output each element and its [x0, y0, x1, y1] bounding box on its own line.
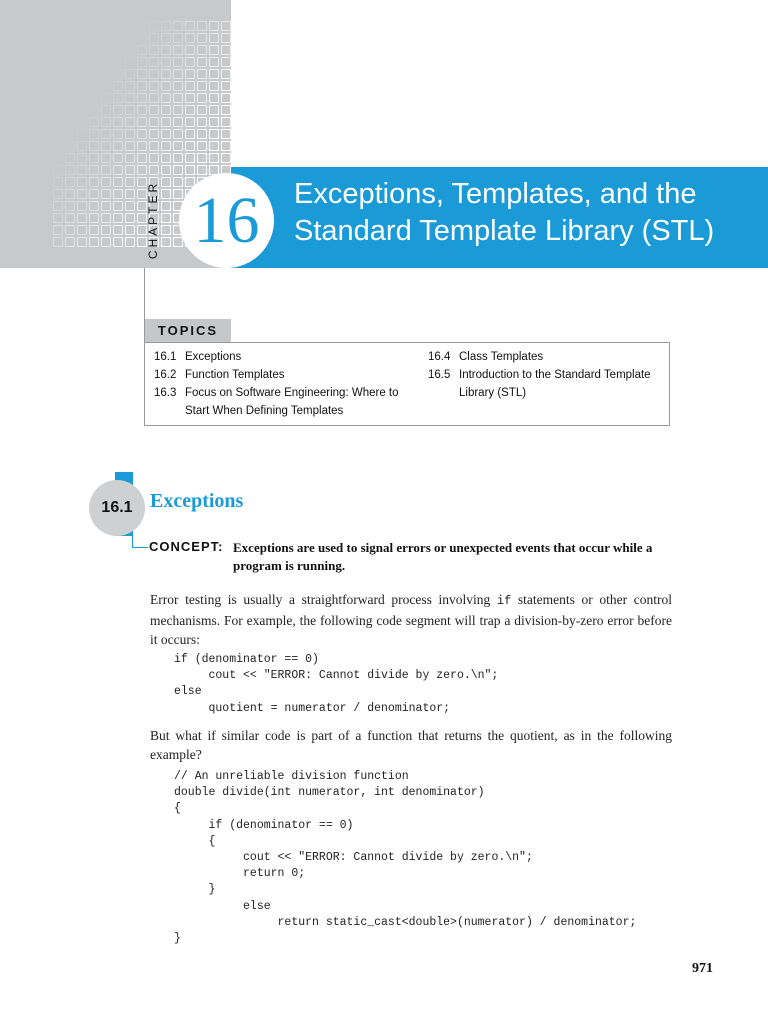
decorative-square: [101, 93, 111, 103]
decorative-square: [113, 129, 123, 139]
decorative-square: [149, 153, 159, 163]
page-number: 971: [692, 961, 713, 976]
decorative-square: [65, 165, 75, 175]
decorative-square: [125, 69, 135, 79]
decorative-square: [197, 33, 207, 43]
decorative-square: [161, 57, 171, 67]
decorative-square: [197, 141, 207, 151]
decorative-square: [89, 189, 99, 199]
decorative-square: [77, 153, 87, 163]
section-number-badge: [89, 480, 145, 536]
decorative-square: [185, 93, 195, 103]
decorative-square: [161, 45, 171, 55]
decorative-square: [65, 141, 75, 151]
code-line: }: [174, 883, 216, 897]
decorative-square: [197, 105, 207, 115]
decorative-square: [89, 177, 99, 187]
decorative-square: [173, 105, 183, 115]
decorative-square: [125, 105, 135, 115]
decorative-square: [209, 69, 219, 79]
decorative-square: [161, 105, 171, 115]
decorative-square: [185, 153, 195, 163]
decorative-square: [221, 21, 231, 31]
decorative-square: [113, 141, 123, 151]
body-paragraph-2: But what if similar code is part of a function that returns the quotient, as in the following example?: [150, 728, 672, 762]
decorative-square: [77, 141, 87, 151]
decorative-square: [173, 129, 183, 139]
decorative-square: [65, 201, 75, 211]
decorative-square: [101, 237, 111, 247]
topics-label: TOPICS: [145, 319, 231, 342]
decorative-square: [161, 129, 171, 139]
decorative-square: [113, 213, 123, 223]
decorative-square: [113, 177, 123, 187]
decorative-square: [101, 213, 111, 223]
decorative-square: [125, 141, 135, 151]
decorative-square: [137, 45, 147, 55]
decorative-square: [113, 201, 123, 211]
decorative-square: [125, 45, 135, 55]
topic-item: [428, 348, 668, 366]
decorative-square: [197, 81, 207, 91]
decorative-square: [197, 21, 207, 31]
decorative-square: [101, 189, 111, 199]
body-paragraph-1: [150, 590, 672, 649]
decorative-square: [125, 93, 135, 103]
decorative-square: [173, 165, 183, 175]
code-line: }: [174, 932, 181, 946]
topic-item: [154, 366, 416, 384]
decorative-square: [113, 153, 123, 163]
decorative-square: [149, 45, 159, 55]
concept-text: Exceptions are used to signal errors or unexpected events that occur while a program is running.: [233, 540, 653, 573]
inline-code: if: [496, 594, 512, 608]
decorative-square: [89, 213, 99, 223]
topic-text: Focus on Software Engineering: Where to Start When Defining Templates: [185, 387, 399, 417]
code-line: return static_cast<double>(numerator) / denominator;: [174, 915, 637, 929]
decorative-square: [101, 141, 111, 151]
decorative-square: [209, 105, 219, 115]
decorative-square: [221, 33, 231, 43]
decorative-square: [77, 189, 87, 199]
decorative-square: [125, 57, 135, 67]
decorative-square: [161, 153, 171, 163]
decorative-square: [53, 177, 63, 187]
concept-label: CONCEPT:: [149, 539, 224, 554]
decorative-square: [65, 225, 75, 235]
chapter-number: 16: [193, 183, 260, 257]
decorative-square: [185, 81, 195, 91]
topics-box: [144, 342, 670, 426]
decorative-square: [137, 165, 147, 175]
decorative-square: [137, 129, 147, 139]
decorative-square: [77, 177, 87, 187]
decorative-square: [113, 225, 123, 235]
chapter-number-circle: [179, 173, 274, 268]
decorative-square: [161, 33, 171, 43]
decorative-square: [149, 165, 159, 175]
decorative-square: [125, 225, 135, 235]
decorative-square: [221, 81, 231, 91]
decorative-square: [149, 21, 159, 31]
decorative-square: [101, 165, 111, 175]
decorative-square: [185, 69, 195, 79]
decorative-square: [89, 141, 99, 151]
paragraph-text: statements or other control mechanisms. For example, the following code segment will trap a division-by-zero error before it occurs:: [150, 592, 673, 647]
decorative-square: [53, 189, 63, 199]
decorative-square: [149, 93, 159, 103]
decorative-square: [149, 69, 159, 79]
code-line: if (denominator == 0): [174, 653, 319, 666]
decorative-square: [197, 45, 207, 55]
decorative-square: [185, 57, 195, 67]
chapter-title: [294, 176, 764, 250]
decorative-square: [101, 117, 111, 127]
decorative-square: [101, 105, 111, 115]
topic-number: 16.2: [154, 369, 177, 381]
decorative-square: [161, 21, 171, 31]
decorative-square: [53, 237, 63, 247]
decorative-square: [161, 69, 171, 79]
decorative-square: [197, 69, 207, 79]
decorative-square: [53, 153, 63, 163]
decorative-square: [113, 81, 123, 91]
decorative-square: [113, 117, 123, 127]
topic-text: Introduction to the Standard Template Library (STL): [459, 369, 651, 399]
decorative-square: [149, 33, 159, 43]
decorative-square: [221, 105, 231, 115]
topic-text: Class Templates: [459, 351, 544, 363]
decorative-square: [209, 33, 219, 43]
decorative-square: [161, 81, 171, 91]
decorative-square: [185, 105, 195, 115]
decorative-square: [77, 225, 87, 235]
decorative-square: [113, 105, 123, 115]
decorative-square: [65, 189, 75, 199]
chapter-title-line-1: Exceptions, Templates, and the: [294, 178, 697, 210]
decorative-square: [221, 69, 231, 79]
decorative-square: [113, 93, 123, 103]
decorative-square: [89, 117, 99, 127]
decorative-square: [125, 237, 135, 247]
decorative-square: [137, 69, 147, 79]
decorative-square: [173, 153, 183, 163]
decorative-square: [125, 153, 135, 163]
decorative-square: [173, 141, 183, 151]
decorative-square: [197, 165, 207, 175]
topic-text: Function Templates: [185, 369, 285, 381]
decorative-square: [185, 33, 195, 43]
decorative-square: [125, 129, 135, 139]
decorative-square: [125, 117, 135, 127]
code-line: else: [174, 685, 202, 699]
code-block-2: [174, 769, 636, 947]
decorative-square: [173, 57, 183, 67]
decorative-square: [89, 153, 99, 163]
decorative-square: [89, 237, 99, 247]
topic-item: [428, 366, 668, 402]
decorative-square: [101, 177, 111, 187]
decorative-square: [209, 153, 219, 163]
topics-right-column: [428, 348, 668, 402]
decorative-square: [173, 69, 183, 79]
decorative-square: [149, 57, 159, 67]
decorative-square: [197, 57, 207, 67]
decorative-square: [221, 153, 231, 163]
code-line: // An unreliable division function: [174, 770, 409, 783]
decorative-square: [65, 213, 75, 223]
decorative-square: [89, 165, 99, 175]
decorative-square: [185, 45, 195, 55]
decorative-square: [221, 141, 231, 151]
decorative-square: [185, 129, 195, 139]
code-line: {: [174, 834, 216, 848]
code-line: cout << "ERROR: Cannot divide by zero.\n";: [174, 851, 533, 865]
decorative-square: [197, 117, 207, 127]
topic-item: [154, 348, 416, 366]
decorative-square: [209, 129, 219, 139]
decorative-square: [221, 93, 231, 103]
decorative-square: [173, 45, 183, 55]
decorative-square: [197, 93, 207, 103]
decorative-square: [125, 213, 135, 223]
decorative-square: [161, 93, 171, 103]
decorative-square: [221, 129, 231, 139]
decorative-square: [125, 81, 135, 91]
code-line: else: [174, 899, 271, 913]
code-line: return 0;: [174, 867, 306, 881]
decorative-square: [113, 69, 123, 79]
decorative-square: [149, 141, 159, 151]
chapter-word-text: CHAPTER: [146, 180, 160, 260]
decorative-square: [77, 237, 87, 247]
topic-item: [154, 384, 416, 420]
decorative-square: [89, 201, 99, 211]
decorative-square: [65, 177, 75, 187]
decorative-square: [113, 165, 123, 175]
decorative-square: [161, 117, 171, 127]
code-block-1: [174, 652, 498, 717]
decorative-square: [101, 225, 111, 235]
topic-number: 16.4: [428, 351, 451, 363]
decorative-square: [197, 129, 207, 139]
decorative-square: [221, 57, 231, 67]
section-title: Exceptions: [150, 490, 244, 512]
decorative-square: [125, 165, 135, 175]
decorative-square: [161, 165, 171, 175]
concept-bracket-horizontal: [132, 547, 148, 548]
decorative-square: [209, 45, 219, 55]
decorative-square: [149, 105, 159, 115]
decorative-square: [125, 189, 135, 199]
decorative-square: [137, 57, 147, 67]
topic-number: 16.1: [154, 351, 177, 363]
decorative-square: [113, 237, 123, 247]
chapter-title-line-2: Standard Template Library (STL): [294, 215, 715, 247]
decorative-square: [149, 129, 159, 139]
decorative-square: [149, 81, 159, 91]
decorative-square: [185, 141, 195, 151]
decorative-square: [221, 117, 231, 127]
decorative-square: [137, 93, 147, 103]
code-line: {: [174, 802, 181, 816]
decorative-square: [149, 117, 159, 127]
decorative-square: [173, 189, 183, 199]
decorative-square: [161, 141, 171, 151]
decorative-square: [53, 213, 63, 223]
section-number: 16.1: [101, 499, 133, 516]
decorative-square: [125, 177, 135, 187]
decorative-square: [209, 57, 219, 67]
decorative-square: [197, 153, 207, 163]
decorative-square: [221, 45, 231, 55]
decorative-square: [173, 81, 183, 91]
topic-text: Exceptions: [185, 351, 242, 363]
decorative-square: [209, 93, 219, 103]
decorative-square: [53, 201, 63, 211]
decorative-square: [77, 165, 87, 175]
code-line: quotient = numerator / denominator;: [174, 701, 451, 715]
decorative-square: [173, 33, 183, 43]
decorative-square: [173, 21, 183, 31]
decorative-square: [137, 141, 147, 151]
decorative-square: [77, 213, 87, 223]
decorative-square: [101, 81, 111, 91]
decorative-square: [209, 21, 219, 31]
decorative-square: [65, 237, 75, 247]
decorative-square: [53, 165, 63, 175]
decorative-square: [101, 153, 111, 163]
decorative-square: [173, 93, 183, 103]
decorative-square: [89, 225, 99, 235]
decorative-square: [113, 189, 123, 199]
decorative-square: [173, 117, 183, 127]
decorative-square: [209, 141, 219, 151]
code-line: double divide(int numerator, int denominator): [174, 786, 485, 800]
topic-number: 16.5: [428, 369, 451, 381]
code-line: if (denominator == 0): [174, 818, 354, 832]
decorative-square: [53, 225, 63, 235]
decorative-square: [77, 117, 87, 127]
decorative-square: [89, 129, 99, 139]
decorative-square: [89, 105, 99, 115]
decorative-square: [137, 153, 147, 163]
decorative-square: [185, 165, 195, 175]
decorative-square: [185, 21, 195, 31]
paragraph-text: Error testing is usually a straightforward process involving: [150, 592, 497, 607]
decorative-square: [77, 201, 87, 211]
decorative-square: [209, 117, 219, 127]
decorative-square: [185, 117, 195, 127]
decorative-square: [101, 201, 111, 211]
decorative-square: [173, 177, 183, 187]
decorative-square: [173, 237, 183, 247]
decorative-square: [101, 129, 111, 139]
decorative-square: [137, 81, 147, 91]
chapter-word: [142, 175, 164, 265]
decorative-square: [137, 33, 147, 43]
topic-number: 16.3: [154, 387, 177, 399]
decorative-square: [77, 129, 87, 139]
code-line: cout << "ERROR: Cannot divide by zero.\n";: [174, 669, 499, 683]
decorative-square: [209, 81, 219, 91]
decorative-square: [125, 201, 135, 211]
topics-left-column: [154, 348, 416, 420]
decorative-square: [137, 117, 147, 127]
decorative-square: [65, 153, 75, 163]
decorative-square: [137, 105, 147, 115]
